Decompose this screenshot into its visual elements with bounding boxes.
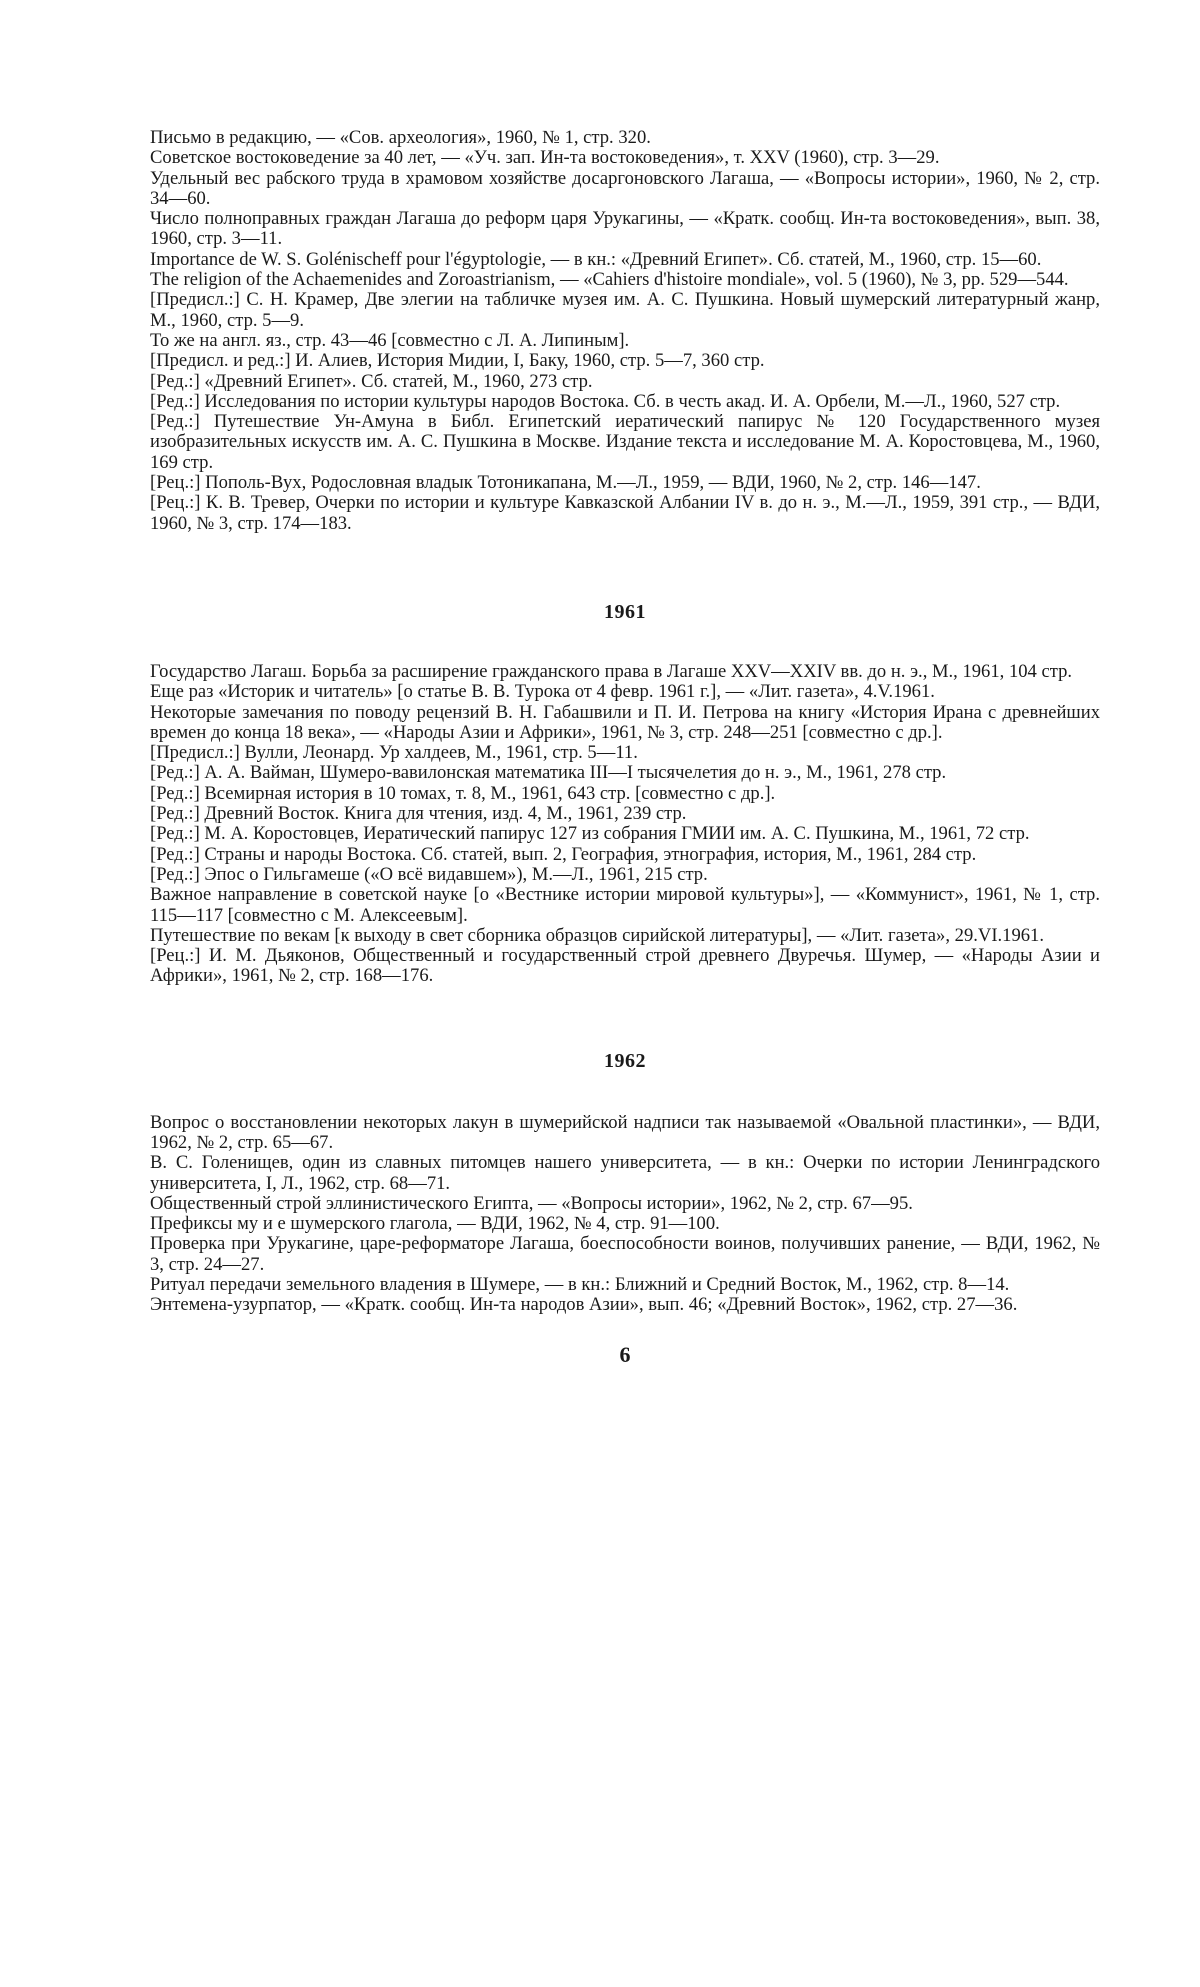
bib-entry: [Ред.:] Путешествие Ун-Амуна в Библ. Египетский иератический папирус № 120 Государственного музея изобразительных искусств им. А. С. Пушкина в Москве. Издание текста и исследование М. А. Коростовцева, М., 1960, 169 стр. [150, 411, 1100, 473]
bib-entry: [Ред.:] Эпос о Гильгамеше («О всё видавшем»), М.—Л., 1961, 215 стр. [150, 863, 708, 885]
bib-entry: В. С. Голенищев, один из славных питомцев нашего университета, — в кн.: Очерки по истории Ленинградского университета, I, Л., 1962, стр. 68—71. [150, 1152, 1100, 1194]
bib-entry: Префиксы му и е шумерского глагола, — ВДИ, 1962, № 4, стр. 91—100. [150, 1213, 720, 1235]
bib-entry: Общественный строй эллинистического Египта, — «Вопросы истории», 1962, № 2, стр. 67—95. [150, 1192, 913, 1214]
bib-entry: [Рец.:] К. В. Тревер, Очерки по истории и культуре Кавказской Албании IV в. до н. э., М.—Л., 1959, 391 стр., — ВДИ, 1960, № 3, стр. 174—183. [150, 492, 1100, 534]
bib-entry: [Ред.:] Всемирная история в 10 томах, т. 8, М., 1961, 643 стр. [совместно с др.]. [150, 782, 776, 804]
bib-entry: Энтемена-узурпатор, — «Кратк. сообщ. Ин-та народов Азии», вып. 46; «Древний Восток», 1962, стр. 27—36. [150, 1294, 1018, 1316]
bib-entry: [Ред.:] Страны и народы Востока. Сб. статей, вып. 2, География, этнография, история, М., 1961, 284 стр. [150, 843, 977, 865]
bib-entry: То же на англ. яз., стр. 43—46 [совместно с Л. А. Липиным]. [150, 329, 630, 351]
bib-entry: [Рец.:] И. М. Дьяконов, Общественный и государственный строй древнего Двуречья. Шумер, — «Народы Азии и Африки», 1961, № 2, стр. 168—176. [150, 945, 1100, 987]
bib-entry: [Предисл.:] Вулли, Леонард. Ур халдеев, М., 1961, стр. 5—11. [150, 742, 638, 764]
bib-entry: Некоторые замечания по поводу рецензий В. Н. Габашвили и П. И. Петрова на книгу «История Ирана с древнейших времен до конца 18 века», — «Народы Азии и Африки», 1961, № 3, стр. 248—251 [совместно с др.]. [150, 701, 1100, 743]
bib-entry: [Рец.:] Пополь-Вух, Родословная владык Тотоникапана, М.—Л., 1959, — ВДИ, 1960, № 2, стр. 146—147. [150, 472, 981, 494]
bib-entry: Importance de W. S. Golénischeff pour l'égyptologie, — в кн.: «Древний Египет». Сб. статей, М., 1960, стр. 15—60. [150, 248, 1042, 270]
bibliography-page [150, 128, 1100, 1368]
bib-entry: Еще раз «Историк и читатель» [о статье В. В. Турока от 4 февр. 1961 г.], — «Лит. газета», 4.V.1961. [150, 681, 935, 703]
bib-entry: [Ред.:] Исследования по истории культуры народов Востока. Сб. в честь акад. И. А. Орбели, М.—Л., 1960, 527 стр. [150, 390, 1061, 412]
bib-entry: The religion of the Achaemenides and Zoroastrianism, — «Cahiers d'histoire mondiale», vol. 5 (1960), № 3, pp. 529—544. [150, 269, 1069, 291]
bib-entry: [Предисл. и ред.:] И. Алиев, История Мидии, I, Баку, 1960, стр. 5—7, 360 стр. [150, 350, 765, 372]
bib-entry: Проверка при Урукагине, царе-реформаторе Лагаша, боеспособности воинов, получивших ранение, — ВДИ, 1962, № 3, стр. 24—27. [150, 1233, 1100, 1275]
bib-entry: [Ред.:] М. А. Коростовцев, Иератический папирус 127 из собрания ГМИИ им. А. С. Пушкина, М., 1961, 72 стр. [150, 823, 1030, 845]
year-heading-1962: 1962 [604, 1049, 646, 1072]
bib-entry: Вопрос о восстановлении некоторых лакун в шумерийской надписи так называемой «Овальной пластинки», — ВДИ, 1962, № 2, стр. 65—67. [150, 1111, 1100, 1153]
page-number: 6 [619, 1341, 631, 1367]
entries-1962 [150, 1113, 1100, 1316]
bib-entry: Ритуал передачи земельного владения в Шумере, — в кн.: Ближний и Средний Восток, М., 1962, стр. 8—14. [150, 1274, 1010, 1296]
bib-entry: Удельный вес рабского труда в храмовом хозяйстве досаргоновского Лагаша, — «Вопросы истории», 1960, № 2, стр. 34—60. [150, 167, 1100, 209]
year-heading-1961: 1961 [604, 600, 646, 623]
bib-entry: Письмо в редакцию, — «Сов. археология», 1960, № 1, стр. 320. [150, 127, 651, 148]
bib-entry: Советское востоковедение за 40 лет, — «Уч. зап. Ин-та востоковедения», т. XXV (1960), стр. 3—29. [150, 147, 940, 169]
bib-entry: [Ред.:] «Древний Египет». Сб. статей, М., 1960, 273 стр. [150, 370, 593, 392]
bib-entry: Число полноправных граждан Лагаша до реформ царя Урукагины, — «Кратк. сообщ. Ин-та востоковедения», вып. 38, 1960, стр. 3—11. [150, 208, 1100, 250]
entries-1961 [150, 662, 1100, 987]
entries-1960 [150, 128, 1100, 534]
bib-entry: [Ред.:] Древний Восток. Книга для чтения, изд. 4, М., 1961, 239 стр. [150, 803, 687, 825]
bib-entry: Государство Лагаш. Борьба за расширение гражданского права в Лагаше XXV—XXIV вв. до н. э., М., 1961, 104 стр. [150, 660, 1073, 682]
bib-entry: [Предисл.:] С. Н. Крамер, Две элегии на табличке музея им. А. С. Пушкина. Новый шумерский литературный жанр, М., 1960, стр. 5—9. [150, 289, 1100, 331]
bib-entry: Путешествие по векам [к выходу в свет сборника образцов сирийской литературы], — «Лит. газета», 29.VI.1961. [150, 924, 1044, 946]
bib-entry: [Ред.:] А. А. Вайман, Шумеро-вавилонская математика III—I тысячелетия до н. э., М., 1961, 278 стр. [150, 762, 947, 784]
bib-entry: Важное направление в советской науке [о «Вестнике истории мировой культуры»], — «Коммунист», 1961, № 1, стр. 115—117 [совместно с М. Алексеевым]. [150, 884, 1100, 926]
